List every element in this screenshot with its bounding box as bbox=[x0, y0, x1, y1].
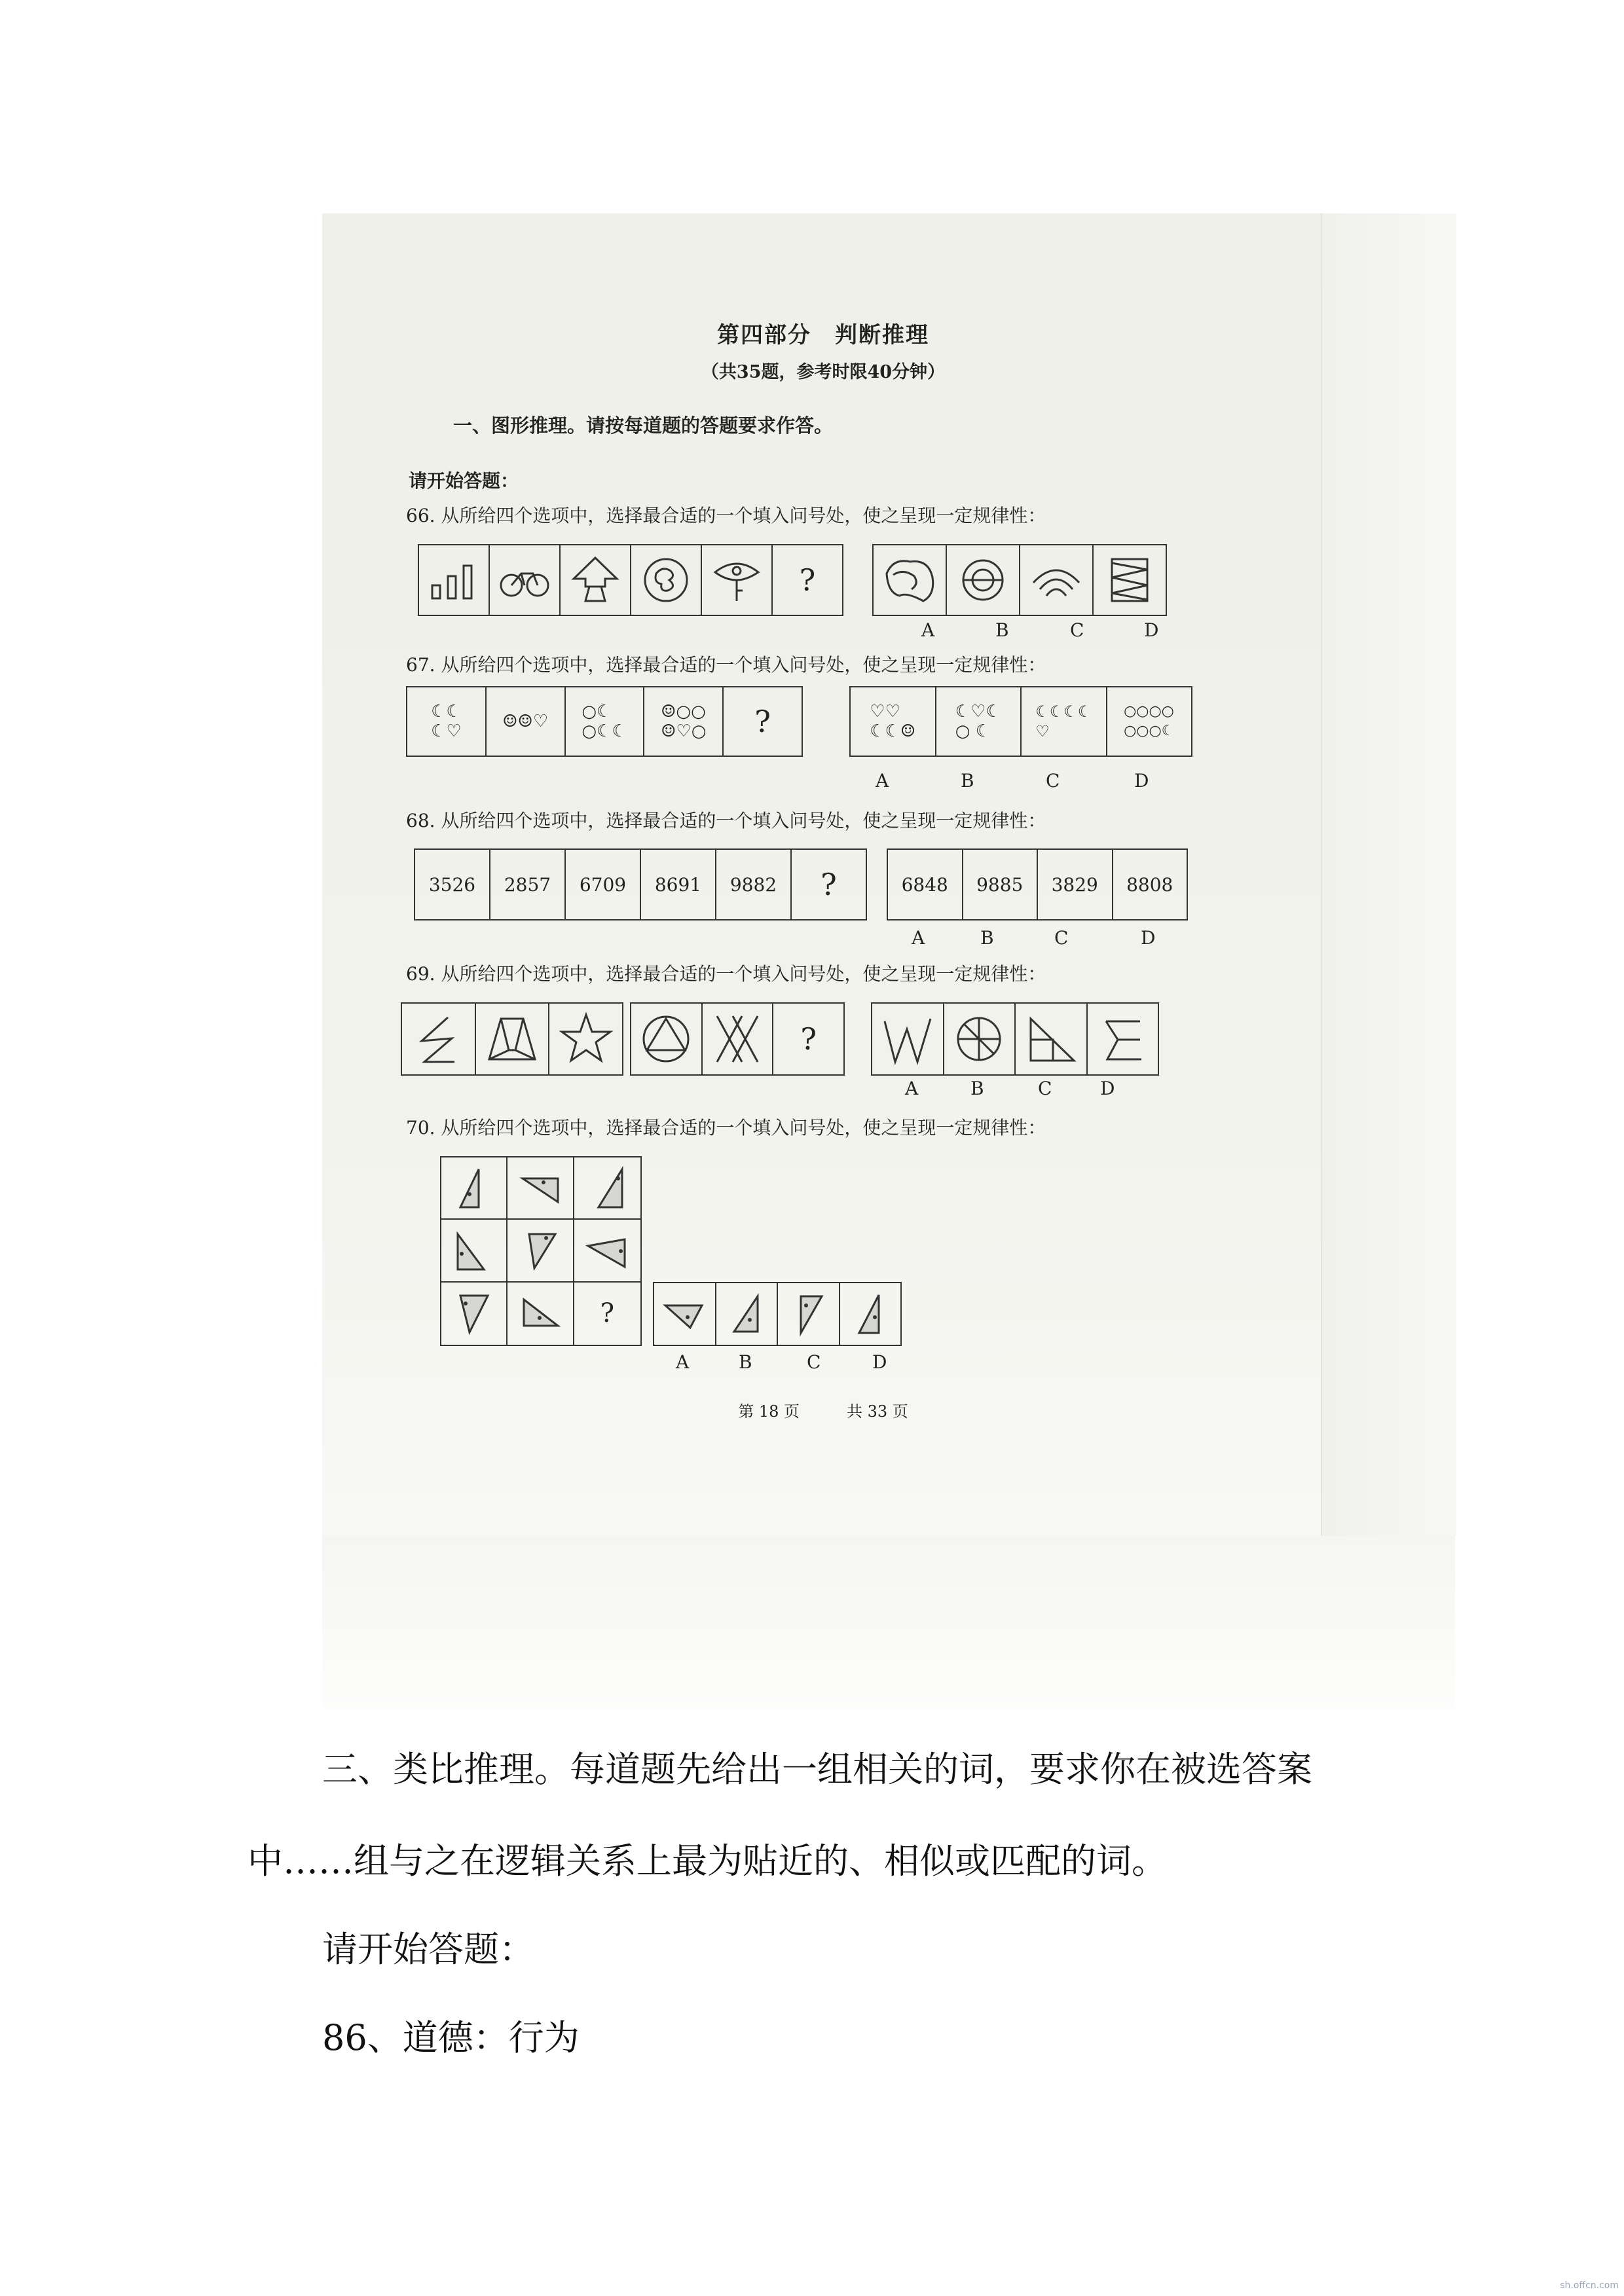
q70-cell-6 bbox=[574, 1220, 640, 1282]
q69-figure-2 bbox=[476, 1004, 550, 1074]
star-figure-icon bbox=[557, 1010, 616, 1068]
paragraph-1-line-1: 三、类比推理。每道题先给出一组相关的词，要求你在被选答案 bbox=[322, 1749, 1312, 1790]
q69-letter-b: B bbox=[970, 1078, 984, 1099]
q68-letter-a: A bbox=[912, 927, 925, 949]
q66-series bbox=[418, 544, 843, 616]
q69-option-b[interactable] bbox=[944, 1004, 1016, 1074]
q70-question-cell: ? bbox=[600, 1298, 615, 1329]
paragraph-2: 请开始答题： bbox=[322, 1929, 534, 1970]
triangle-figure-icon bbox=[584, 1228, 630, 1273]
q66-figure-2 bbox=[490, 545, 561, 615]
q67-figure-3: ○☾ ○☾☾ bbox=[566, 687, 645, 756]
q68-letter-c: C bbox=[1054, 927, 1069, 949]
q68-cell-3: 6709 bbox=[566, 850, 641, 919]
q69-option-a[interactable] bbox=[872, 1004, 944, 1074]
q70-cell-4 bbox=[441, 1220, 507, 1282]
q67-option-b[interactable]: ☾♡☾ ○ ☾ bbox=[936, 687, 1022, 756]
triangle-figure-icon bbox=[451, 1165, 497, 1211]
q68-cell-2: 2857 bbox=[490, 850, 566, 919]
triangle-figure-icon bbox=[785, 1291, 831, 1337]
triangle-figure-icon bbox=[517, 1165, 563, 1211]
q70-cell-8 bbox=[507, 1283, 574, 1345]
trapezoid-figure-icon bbox=[483, 1010, 542, 1068]
start-answering-label: 请开始答题： bbox=[409, 470, 519, 492]
q69-series-2 bbox=[630, 1002, 845, 1076]
triangle-figure-icon bbox=[451, 1290, 497, 1336]
q69-series-1 bbox=[401, 1002, 623, 1076]
q70-letter-c: C bbox=[807, 1351, 821, 1373]
circle-triangle-figure-icon bbox=[637, 1010, 695, 1068]
q69-letter-a: A bbox=[905, 1078, 919, 1099]
q66-option-d[interactable] bbox=[1094, 545, 1166, 615]
q68-cell-1: 3526 bbox=[415, 850, 490, 919]
triangle-figure-icon bbox=[584, 1165, 630, 1211]
q67-letter-d: D bbox=[1134, 770, 1149, 792]
q68-letter-b: B bbox=[980, 927, 994, 949]
q68-letter-d: D bbox=[1141, 927, 1156, 949]
q69-letter-d: D bbox=[1100, 1078, 1115, 1099]
q67-letter-b: B bbox=[961, 770, 974, 792]
q66-figure-5 bbox=[702, 545, 773, 615]
zigzag-line-figure-icon bbox=[409, 1010, 468, 1068]
q69-option-c[interactable] bbox=[1016, 1004, 1088, 1074]
triangle-figure-icon bbox=[661, 1291, 707, 1337]
q67-option-a[interactable]: ♡♡ ☾☾☺ bbox=[851, 687, 936, 756]
q70-letter-b: B bbox=[739, 1351, 752, 1373]
exam-section-title: 第四部分 判断推理 bbox=[717, 322, 929, 348]
q70-letter-d: D bbox=[872, 1351, 887, 1373]
page-footer: 第 18 页 共 33 页 bbox=[738, 1402, 908, 1421]
scanned-exam-page bbox=[322, 213, 1455, 1709]
q68-series bbox=[414, 848, 867, 920]
q67-series bbox=[406, 686, 803, 757]
scan-paper-edge bbox=[1321, 213, 1456, 1536]
q69-figure-1 bbox=[402, 1004, 476, 1074]
q66-option-c[interactable] bbox=[1020, 545, 1094, 615]
q68-option-d[interactable]: 8808 bbox=[1126, 873, 1173, 896]
q69-question-cell: ? bbox=[800, 1021, 817, 1057]
question-67-text: 67. 从所给四个选项中，选择最合适的一个填入问号处，使之呈现一定规律性： bbox=[406, 654, 1046, 676]
q70-cell-5 bbox=[507, 1220, 574, 1282]
q68-option-b[interactable]: 9885 bbox=[963, 850, 1039, 919]
q70-option-b[interactable] bbox=[716, 1283, 779, 1345]
q69-option-d[interactable] bbox=[1088, 1004, 1158, 1074]
q70-option-c[interactable] bbox=[778, 1283, 840, 1345]
q70-cell-1 bbox=[441, 1157, 507, 1220]
q66-option-b[interactable] bbox=[947, 545, 1020, 615]
circles-figure-icon bbox=[953, 554, 1012, 606]
cross-lines-figure-icon bbox=[708, 1010, 767, 1068]
q67-options bbox=[849, 686, 1192, 757]
q68-options bbox=[887, 848, 1188, 920]
arrow-house-figure-icon bbox=[566, 554, 625, 606]
q70-grid bbox=[440, 1156, 642, 1346]
q68-cell-4: 8691 bbox=[641, 850, 716, 919]
q67-option-c[interactable]: ☾☾☾☾ ♡ bbox=[1022, 687, 1107, 756]
triangle-figure-icon bbox=[847, 1291, 893, 1337]
q66-letter-b: B bbox=[995, 619, 1009, 641]
q70-options bbox=[653, 1282, 902, 1346]
q66-options bbox=[872, 544, 1167, 616]
q70-letter-a: A bbox=[676, 1351, 690, 1373]
q69-options bbox=[871, 1002, 1159, 1076]
e-shape-figure-icon bbox=[1093, 1010, 1152, 1068]
q67-letter-a: A bbox=[876, 770, 889, 792]
q66-letter-c: C bbox=[1070, 619, 1084, 641]
q67-letter-c: C bbox=[1046, 770, 1060, 792]
q67-figure-4: ☺○○ ☺♡○ bbox=[644, 687, 724, 756]
triangle-figure-icon bbox=[451, 1228, 497, 1273]
question-69-text: 69. 从所给四个选项中，选择最合适的一个填入问号处，使之呈现一定规律性： bbox=[406, 963, 1046, 985]
question-mark: ? bbox=[799, 562, 816, 598]
arcs-figure-icon bbox=[1027, 554, 1086, 606]
q69-letter-c: C bbox=[1038, 1078, 1052, 1099]
q66-letter-d: D bbox=[1144, 619, 1159, 641]
question-66-text: 66. 从所给四个选项中，选择最合适的一个填入问号处，使之呈现一定规律性： bbox=[406, 505, 1046, 526]
question-70-text: 70. 从所给四个选项中，选择最合适的一个填入问号处，使之呈现一定规律性： bbox=[406, 1117, 1046, 1139]
scan-bottom-margin bbox=[322, 1536, 1455, 1709]
q66-option-a[interactable] bbox=[874, 545, 947, 615]
q68-question-cell: ? bbox=[821, 867, 837, 902]
question-68-text: 68. 从所给四个选项中，选择最合适的一个填入问号处，使之呈现一定规律性： bbox=[406, 810, 1046, 831]
zigzag-square-figure-icon bbox=[1100, 554, 1159, 606]
site-watermark: sh.offcn.com bbox=[1560, 2280, 1619, 2291]
q70-cell-2 bbox=[507, 1157, 574, 1220]
q66-figure-1 bbox=[419, 545, 490, 615]
map-circle-figure-icon bbox=[637, 554, 695, 606]
q70-cell-7 bbox=[441, 1283, 507, 1345]
paragraph-3: 86、道德：行为 bbox=[322, 2017, 580, 2058]
triangle-figure-icon bbox=[517, 1228, 563, 1273]
wheel-figure-icon bbox=[950, 1010, 1008, 1068]
w-shape-figure-icon bbox=[878, 1010, 937, 1068]
q68-cell-5: 9882 bbox=[716, 850, 792, 919]
triangle-figure-icon bbox=[517, 1290, 563, 1336]
paragraph-1-line-2: 中……组与之在逻辑关系上最为贴近的、相似或匹配的词。 bbox=[248, 1840, 1167, 1882]
section-heading: 一、图形推理。请按每道题的答题要求作答。 bbox=[453, 414, 834, 437]
q66-figure-3 bbox=[561, 545, 631, 615]
q68-option-c[interactable]: 3829 bbox=[1038, 850, 1113, 919]
exam-section-subtitle: （共35题，参考时限40分钟） bbox=[701, 362, 946, 382]
q70-option-a[interactable] bbox=[654, 1283, 716, 1345]
q69-figure-3 bbox=[549, 1004, 622, 1074]
bicycle-figure-icon bbox=[495, 554, 554, 606]
q67-figure-1: ☾☾ ☾♡ bbox=[407, 687, 487, 756]
q67-option-d[interactable]: ○○○○ ○○○☾ bbox=[1124, 703, 1175, 739]
q70-cell-3 bbox=[574, 1157, 640, 1220]
blob-figure-icon bbox=[880, 554, 939, 606]
bars-figure-icon bbox=[424, 554, 483, 606]
q69-figure-5 bbox=[703, 1004, 774, 1074]
q66-question-cell bbox=[773, 545, 842, 615]
q66-letter-a: A bbox=[921, 619, 935, 641]
triangle-figure-icon bbox=[724, 1291, 769, 1337]
q70-option-d[interactable] bbox=[840, 1283, 901, 1345]
q66-figure-4 bbox=[631, 545, 702, 615]
eye-key-figure-icon bbox=[707, 554, 766, 606]
q68-option-a[interactable]: 6848 bbox=[888, 850, 963, 919]
q67-figure-2: ☺☺♡ bbox=[487, 687, 566, 756]
right-triangle-figure-icon bbox=[1022, 1010, 1080, 1068]
q69-figure-4 bbox=[631, 1004, 703, 1074]
q67-question-cell: ? bbox=[754, 704, 771, 739]
